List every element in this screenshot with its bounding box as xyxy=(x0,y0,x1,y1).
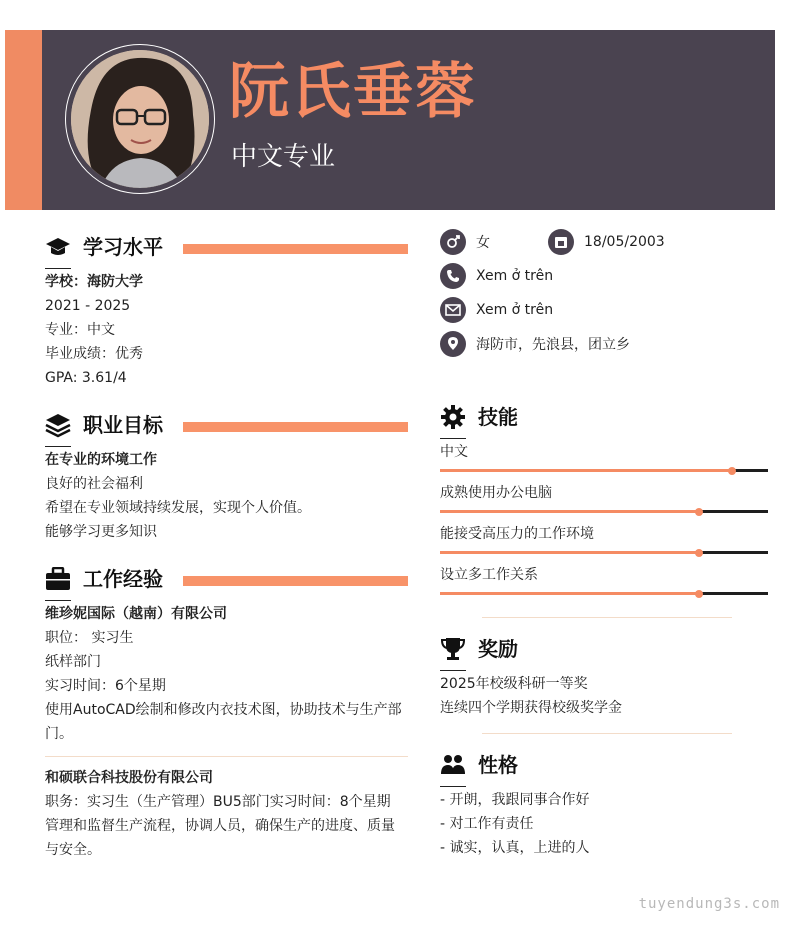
phone-icon xyxy=(440,263,466,289)
education-major: 专业：中文 xyxy=(45,322,115,338)
skill-label: 中文 xyxy=(440,444,468,460)
objective-title-bar xyxy=(183,422,408,432)
personality-item: - 对工作有责任 xyxy=(440,816,534,832)
skill-dot xyxy=(695,590,703,598)
briefcase-icon xyxy=(45,566,71,592)
awards-title: 奖励 xyxy=(478,637,518,661)
address-row xyxy=(440,331,630,357)
awards-list xyxy=(440,672,622,720)
job-line: 使用AutoCAD绘制和修改内衣技术图，协助技术与生产部 xyxy=(45,702,402,718)
layers-icon xyxy=(45,412,71,438)
candidate-name: 阮氏垂蓉 xyxy=(229,57,477,127)
skill-bar xyxy=(440,469,768,472)
skills-section-header xyxy=(440,404,518,430)
education-details xyxy=(45,270,143,390)
skills-title: 技能 xyxy=(478,405,518,429)
skill-bar xyxy=(440,592,768,595)
skill-dot xyxy=(695,549,703,557)
email-value: Xem ở trên xyxy=(476,302,554,318)
job-line: 管理和监督生产流程，协调人员，确保生产的进度、质量 xyxy=(45,818,395,834)
address-value: 海防市，先浪县，团立乡 xyxy=(476,337,630,353)
job-line: 纸样部门 xyxy=(45,654,101,670)
calendar-icon xyxy=(548,229,574,255)
award-item: 2025年校级科研一等奖 xyxy=(440,676,588,692)
skill-fill xyxy=(440,469,732,472)
skill-label: 设立多工作关系 xyxy=(440,567,538,583)
objective-line: 能够学习更多知识 xyxy=(45,524,157,540)
objective-section-header xyxy=(45,412,163,438)
job-entry xyxy=(45,602,415,746)
gender-value: 女 xyxy=(476,235,490,251)
birthday-row xyxy=(548,229,665,255)
job-line: 职位： 实习生 xyxy=(45,630,134,646)
education-gpa: GPA: 3.61/4 xyxy=(45,370,127,386)
job-line: 与安全。 xyxy=(45,842,101,858)
phone-row xyxy=(440,263,553,289)
education-title: 学习水平 xyxy=(83,235,163,259)
skill-fill xyxy=(440,551,699,554)
watermark: tuyendung3s.com xyxy=(638,896,780,912)
job-line: 职务：实习生（生产管理）BU5部门实习时间：8个星期 xyxy=(45,794,391,810)
skill-fill xyxy=(440,510,699,513)
candidate-major: 中文专业 xyxy=(231,142,336,172)
experience-title-bar xyxy=(183,576,408,586)
personality-list xyxy=(440,788,590,860)
skill-bar xyxy=(440,510,768,513)
skill-bar xyxy=(440,551,768,554)
gear-icon xyxy=(440,404,466,430)
skill-dot xyxy=(728,467,736,475)
objective-heading: 在专业的环境工作 xyxy=(45,452,157,468)
trophy-icon xyxy=(440,636,466,662)
job-line: 门。 xyxy=(45,726,73,742)
skill-label: 成熟使用办公电脑 xyxy=(440,485,552,501)
education-section-header xyxy=(45,234,163,260)
objective-details xyxy=(45,448,311,544)
objective-line: 良好的社会福利 xyxy=(45,476,143,492)
avatar xyxy=(71,50,209,188)
personality-title: 性格 xyxy=(478,753,518,777)
education-grade: 毕业成绩：优秀 xyxy=(45,346,143,362)
education-years: 2021 - 2025 xyxy=(45,298,131,314)
birthday-value: 18/05/2003 xyxy=(584,234,665,250)
map-pin-icon xyxy=(440,331,466,357)
phone-value: Xem ở trên xyxy=(476,268,554,284)
email-row xyxy=(440,297,553,323)
job-line: 实习时间：6个星期 xyxy=(45,678,166,694)
gender-icon xyxy=(440,229,466,255)
header-accent-bar xyxy=(5,30,42,210)
job-divider xyxy=(45,756,408,757)
envelope-icon xyxy=(440,297,466,323)
gender-row xyxy=(440,229,490,255)
award-item: 连续四个学期获得校级奖学金 xyxy=(440,700,622,716)
experience-section-header xyxy=(45,566,163,592)
education-title-bar xyxy=(183,244,408,254)
education-school: 学校：海防大学 xyxy=(45,274,143,290)
skill-dot xyxy=(695,508,703,516)
users-icon xyxy=(440,752,466,778)
job-entry xyxy=(45,766,415,862)
avatar-frame xyxy=(65,44,215,194)
job-company: 维珍妮国际（越南）有限公司 xyxy=(45,606,227,622)
section-divider xyxy=(482,617,732,618)
section-divider xyxy=(482,733,732,734)
objective-title: 职业目标 xyxy=(83,413,163,437)
graduation-cap-icon xyxy=(45,234,71,260)
awards-section-header xyxy=(440,636,518,662)
personality-item: - 诚实，认真，上进的人 xyxy=(440,840,590,856)
personality-item: - 开朗，我跟同事合作好 xyxy=(440,792,590,808)
objective-line: 希望在专业领域持续发展，实现个人价值。 xyxy=(45,500,311,516)
experience-title: 工作经验 xyxy=(83,567,163,591)
header-banner xyxy=(5,30,775,210)
personality-section-header xyxy=(440,752,518,778)
skill-label: 能接受高压力的工作环境 xyxy=(440,526,594,542)
job-company: 和硕联合科技股份有限公司 xyxy=(45,770,213,786)
skill-fill xyxy=(440,592,699,595)
